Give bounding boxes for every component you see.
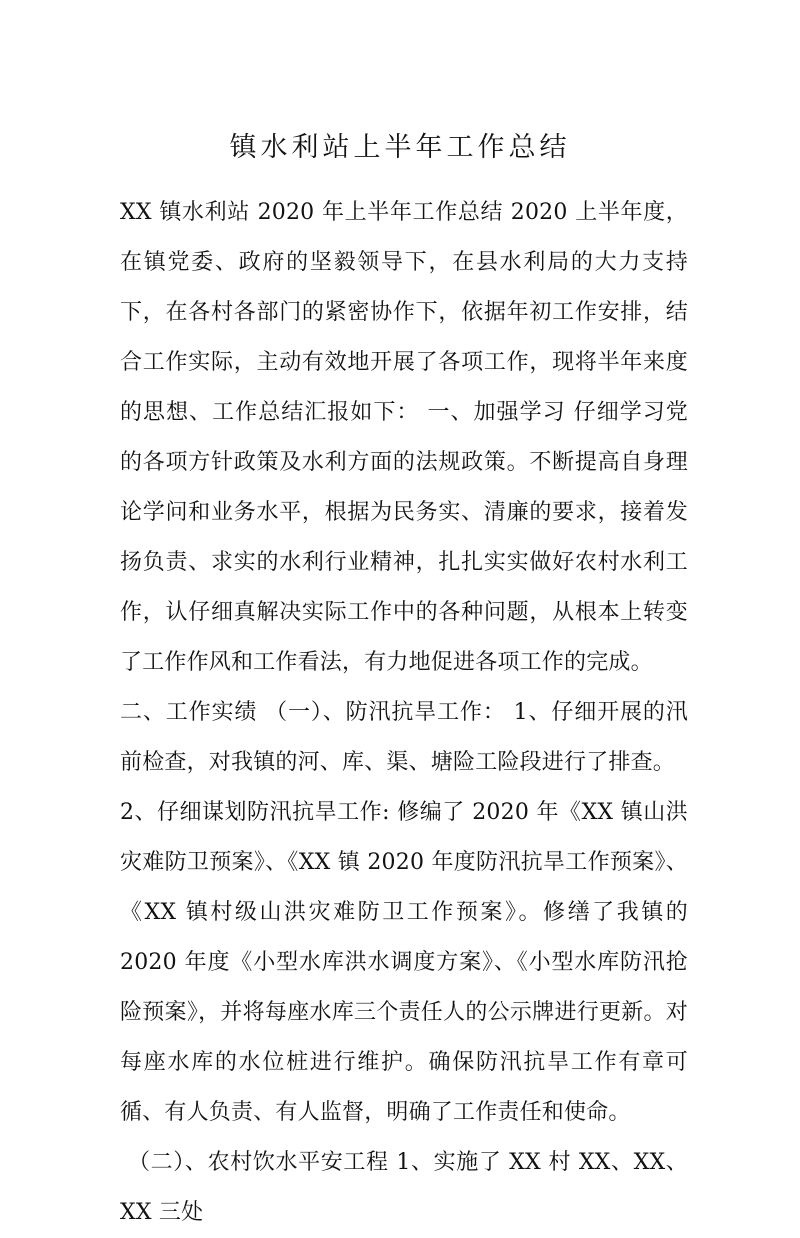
document-body xyxy=(120,188,688,1238)
document-title: 镇水利站上半年工作总结 xyxy=(229,132,571,163)
paragraph-flood-planning: 2、仔细谋划防汛抗旱工作: 修编了 2020 年《XX 镇山洪灾难防卫预案》、《XX 镇 2020 年度防汛抗旱工作预案》、《XX 镇村级山洪灾难防卫工作预案》。修缮了我镇的 2020 年度《小型水库洪水调度方案》、《小型水库防汛抢险预案》，并将每座水库三个责任人的公示牌进行更新。对每座水库的水位桩进行维护。确保防汛抗旱工作有章可循、有人负责、有人监督，明确了工作责任和使命。 xyxy=(120,800,688,1125)
paragraph-work-results: 二、工作实绩 （一）、防汛抗旱工作： 1、仔细开展的汛前检查，对我镇的河、库、渠、塘险工险段进行了排查。 xyxy=(120,700,688,775)
paragraph-rural-water: （二）、农村饮水平安工程 1、实施了 XX 村 XX、XX、XX 三处 xyxy=(120,1150,688,1225)
paragraph-intro: XX 镇水利站 2020 年上半年工作总结 2020 上半年度，在镇党委、政府的坚毅领导下，在县水利局的大力支持下，在各村各部门的紧密协作下，依据年初工作安排，结合工作实际，主动有效地开展了各项工作，现将半年来度的思想、工作总结汇报如下： 一、加强学习 仔细学习党的各项方针政策及水利方面的法规政策。不断提高自身理论学问和业务水平，根据为民务实、清廉的要求，接着发扬负责、求实的水利行业精神，扎扎实实做好农村水利工作，认仔细真解决实际工作中的各种问题，从根本上转变了工作作风和工作看法，有力地促进各项工作的完成。 xyxy=(120,200,688,675)
